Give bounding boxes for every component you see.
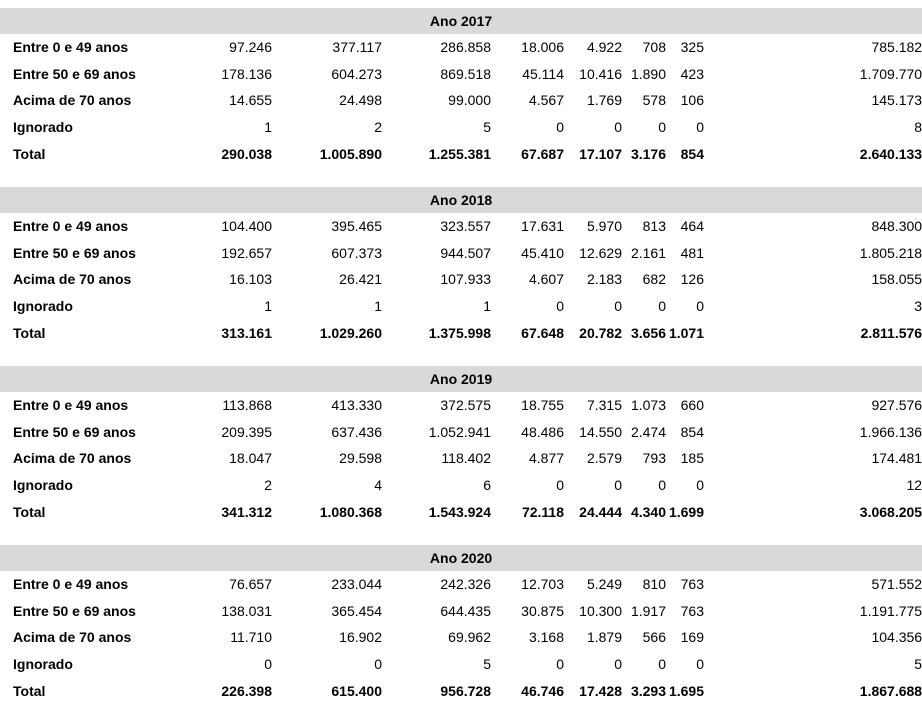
- value-cell: 464: [680, 218, 704, 235]
- row-label: Entre 0 e 49 anos: [13, 397, 129, 414]
- value-cell: 578: [642, 92, 666, 109]
- value-cell: 1.709.770: [859, 65, 922, 82]
- value-cell: 18.047: [229, 450, 272, 467]
- value-cell: 1.375.998: [428, 324, 491, 341]
- table-row: [0, 240, 922, 267]
- value-cell: 566: [642, 629, 666, 646]
- year-title: Ano 2019: [0, 366, 922, 392]
- value-cell: 5.970: [586, 218, 622, 235]
- value-cell: 1.917: [630, 602, 666, 619]
- value-cell: 848.300: [871, 218, 922, 235]
- total-row: [0, 140, 922, 167]
- value-cell: 4.607: [528, 271, 564, 288]
- value-cell: 0: [374, 656, 382, 673]
- table-row: [0, 571, 922, 598]
- value-cell: 0: [696, 477, 704, 494]
- value-cell: 12.629: [579, 244, 622, 261]
- value-cell: 0: [614, 477, 622, 494]
- table-row: [0, 293, 922, 320]
- value-cell: 17.107: [579, 145, 622, 162]
- value-cell: 118.402: [441, 450, 491, 467]
- value-cell: 76.657: [229, 576, 272, 593]
- value-cell: 1.867.688: [859, 682, 922, 699]
- value-cell: 3.168: [528, 629, 564, 646]
- value-cell: 113.868: [222, 397, 272, 414]
- year-header-row: [0, 366, 922, 392]
- row-label: Ignorado: [13, 656, 73, 673]
- value-cell: 69.962: [448, 629, 491, 646]
- value-cell: 0: [696, 298, 704, 315]
- value-cell: 1.699: [668, 503, 704, 520]
- table-row: [0, 34, 922, 61]
- value-cell: 854: [680, 423, 704, 440]
- value-cell: 1.769: [586, 92, 622, 109]
- row-label: Total: [13, 145, 46, 162]
- value-cell: 0: [658, 119, 666, 136]
- value-cell: 67.687: [521, 145, 564, 162]
- value-cell: 0: [696, 119, 704, 136]
- row-label: Acima de 70 anos: [13, 450, 132, 467]
- value-cell: 4.340: [630, 503, 666, 520]
- row-label: Acima de 70 anos: [13, 271, 132, 288]
- value-cell: 2: [264, 477, 272, 494]
- value-cell: 126: [680, 271, 704, 288]
- row-label: Entre 0 e 49 anos: [13, 218, 129, 235]
- value-cell: 810: [642, 576, 666, 593]
- value-cell: 571.552: [871, 576, 922, 593]
- value-cell: 1.052.941: [428, 423, 491, 440]
- value-cell: 4.567: [528, 92, 564, 109]
- value-cell: 1.005.890: [319, 145, 382, 162]
- value-cell: 5: [914, 656, 922, 673]
- value-cell: 192.657: [221, 244, 272, 261]
- value-cell: 72.118: [521, 503, 564, 520]
- value-cell: 24.498: [339, 92, 382, 109]
- table-row: [0, 114, 922, 141]
- row-label: Acima de 70 anos: [13, 629, 132, 646]
- value-cell: 793: [642, 450, 666, 467]
- row-label: Entre 50 e 69 anos: [13, 602, 136, 619]
- value-cell: 944.507: [440, 244, 491, 261]
- value-cell: 0: [658, 298, 666, 315]
- value-cell: 14.550: [579, 423, 622, 440]
- value-cell: 1.966.136: [859, 423, 922, 440]
- table-row: [0, 87, 922, 114]
- value-cell: 0: [556, 119, 564, 136]
- value-cell: 1: [264, 119, 272, 136]
- value-cell: 4.877: [528, 450, 564, 467]
- table-row: [0, 651, 922, 678]
- value-cell: 763: [680, 602, 704, 619]
- year-title: Ano 2018: [0, 187, 922, 213]
- value-cell: 0: [696, 656, 704, 673]
- row-label: Total: [13, 503, 46, 520]
- value-cell: 5: [483, 119, 491, 136]
- year-table: [0, 545, 922, 704]
- table-row: [0, 61, 922, 88]
- value-cell: 481: [680, 244, 704, 261]
- value-cell: 18.006: [521, 39, 564, 56]
- value-cell: 10.416: [579, 65, 622, 82]
- value-cell: 67.648: [521, 324, 564, 341]
- value-cell: 158.055: [871, 271, 922, 288]
- value-cell: 11.710: [230, 629, 272, 646]
- value-cell: 956.728: [440, 682, 491, 699]
- value-cell: 5.249: [586, 576, 622, 593]
- value-cell: 325: [680, 39, 704, 56]
- value-cell: 1.029.260: [319, 324, 382, 341]
- value-cell: 1.073: [630, 397, 666, 414]
- row-label: Entre 0 e 49 anos: [13, 39, 129, 56]
- value-cell: 29.598: [339, 450, 382, 467]
- value-cell: 107.933: [440, 271, 491, 288]
- table-row: [0, 445, 922, 472]
- year-header-row: [0, 8, 922, 34]
- value-cell: 1.191.775: [859, 602, 922, 619]
- value-cell: 45.410: [521, 244, 564, 261]
- value-cell: 0: [556, 477, 564, 494]
- value-cell: 0: [264, 656, 272, 673]
- value-cell: 16.103: [229, 271, 272, 288]
- value-cell: 377.117: [332, 39, 382, 56]
- value-cell: 323.557: [440, 218, 491, 235]
- value-cell: 813: [642, 218, 666, 235]
- row-label: Acima de 70 anos: [13, 92, 132, 109]
- value-cell: 785.182: [871, 39, 922, 56]
- value-cell: 45.114: [522, 65, 564, 82]
- value-cell: 2.811.576: [860, 324, 922, 341]
- table-row: [0, 213, 922, 240]
- table-row: [0, 624, 922, 651]
- value-cell: 615.400: [331, 682, 382, 699]
- year-title: Ano 2020: [0, 545, 922, 571]
- total-row: [0, 319, 922, 346]
- value-cell: 0: [658, 477, 666, 494]
- value-cell: 209.395: [221, 423, 272, 440]
- table-row: [0, 472, 922, 499]
- value-cell: 682: [642, 271, 666, 288]
- value-cell: 104.356: [871, 629, 922, 646]
- table-row: [0, 419, 922, 446]
- row-label: Ignorado: [13, 119, 73, 136]
- value-cell: 2.474: [630, 423, 666, 440]
- value-cell: 226.398: [221, 682, 272, 699]
- value-cell: 17.631: [521, 218, 564, 235]
- value-cell: 763: [680, 576, 704, 593]
- year-table: [0, 8, 922, 167]
- value-cell: 2: [374, 119, 382, 136]
- value-cell: 1.255.381: [428, 145, 491, 162]
- value-cell: 138.031: [221, 602, 272, 619]
- value-cell: 97.246: [229, 39, 272, 56]
- value-cell: 313.161: [221, 324, 272, 341]
- value-cell: 8: [914, 119, 922, 136]
- value-cell: 233.044: [331, 576, 382, 593]
- value-cell: 1.879: [586, 629, 622, 646]
- value-cell: 145.173: [871, 92, 922, 109]
- value-cell: 604.273: [331, 65, 382, 82]
- row-label: Total: [13, 324, 46, 341]
- value-cell: 3.293: [630, 682, 666, 699]
- value-cell: 2.579: [586, 450, 622, 467]
- value-cell: 637.436: [331, 423, 382, 440]
- value-cell: 4.922: [586, 39, 622, 56]
- value-cell: 48.486: [521, 423, 564, 440]
- value-cell: 1: [374, 298, 382, 315]
- value-cell: 174.481: [871, 450, 922, 467]
- value-cell: 1.071: [668, 324, 704, 341]
- value-cell: 869.518: [440, 65, 491, 82]
- value-cell: 0: [614, 298, 622, 315]
- value-cell: 18.755: [521, 397, 564, 414]
- value-cell: 30.875: [521, 602, 564, 619]
- value-cell: 3.656: [630, 324, 666, 341]
- value-cell: 3.176: [630, 145, 666, 162]
- value-cell: 607.373: [331, 244, 382, 261]
- value-cell: 395.465: [331, 218, 382, 235]
- value-cell: 1: [264, 298, 272, 315]
- value-cell: 0: [556, 298, 564, 315]
- row-label: Total: [13, 682, 46, 699]
- value-cell: 341.312: [221, 503, 272, 520]
- value-cell: 242.326: [440, 576, 491, 593]
- value-cell: 24.444: [579, 503, 622, 520]
- value-cell: 12.703: [521, 576, 564, 593]
- value-cell: 0: [556, 656, 564, 673]
- value-cell: 106: [680, 92, 704, 109]
- value-cell: 1.543.924: [428, 503, 491, 520]
- value-cell: 1.890: [630, 65, 666, 82]
- value-cell: 2.183: [586, 271, 622, 288]
- value-cell: 1.805.218: [859, 244, 922, 261]
- value-cell: 0: [614, 656, 622, 673]
- table-row: [0, 392, 922, 419]
- value-cell: 10.300: [579, 602, 622, 619]
- year-table: [0, 187, 922, 346]
- value-cell: 7.315: [586, 397, 622, 414]
- value-cell: 26.421: [339, 271, 382, 288]
- total-row: [0, 498, 922, 525]
- year-table: [0, 366, 922, 525]
- value-cell: 185: [680, 450, 704, 467]
- row-label: Entre 50 e 69 anos: [13, 65, 136, 82]
- value-cell: 365.454: [331, 602, 382, 619]
- value-cell: 2.161: [630, 244, 666, 261]
- value-cell: 290.038: [221, 145, 272, 162]
- value-cell: 6: [483, 477, 491, 494]
- value-cell: 660: [680, 397, 704, 414]
- value-cell: 854: [680, 145, 704, 162]
- row-label: Entre 50 e 69 anos: [13, 423, 136, 440]
- value-cell: 20.782: [579, 324, 622, 341]
- value-cell: 0: [614, 119, 622, 136]
- value-cell: 46.746: [521, 682, 564, 699]
- value-cell: 178.136: [221, 65, 272, 82]
- table-row: [0, 266, 922, 293]
- row-label: Entre 0 e 49 anos: [13, 576, 129, 593]
- value-cell: 0: [658, 656, 666, 673]
- value-cell: 4: [374, 477, 382, 494]
- value-cell: 413.330: [331, 397, 382, 414]
- total-row: [0, 677, 922, 704]
- value-cell: 286.858: [440, 39, 491, 56]
- value-cell: 12: [906, 477, 922, 494]
- value-cell: 708: [642, 39, 666, 56]
- value-cell: 3: [914, 298, 922, 315]
- value-cell: 372.575: [440, 397, 491, 414]
- value-cell: 1.695: [668, 682, 704, 699]
- row-label: Entre 50 e 69 anos: [13, 244, 136, 261]
- value-cell: 644.435: [440, 602, 491, 619]
- value-cell: 1.080.368: [319, 503, 382, 520]
- value-cell: 17.428: [579, 682, 622, 699]
- value-cell: 169: [680, 629, 704, 646]
- year-title: Ano 2017: [0, 8, 922, 34]
- row-label: Ignorado: [13, 477, 73, 494]
- value-cell: 423: [680, 65, 704, 82]
- row-label: Ignorado: [13, 298, 73, 315]
- value-cell: 927.576: [871, 397, 922, 414]
- value-cell: 104.400: [221, 218, 272, 235]
- value-cell: 5: [483, 656, 491, 673]
- value-cell: 2.640.133: [859, 145, 922, 162]
- value-cell: 1: [483, 298, 491, 315]
- value-cell: 14.655: [229, 92, 272, 109]
- year-header-row: [0, 545, 922, 571]
- year-header-row: [0, 187, 922, 213]
- table-row: [0, 598, 922, 625]
- value-cell: 3.068.205: [859, 503, 922, 520]
- value-cell: 99.000: [448, 92, 491, 109]
- value-cell: 16.902: [339, 629, 382, 646]
